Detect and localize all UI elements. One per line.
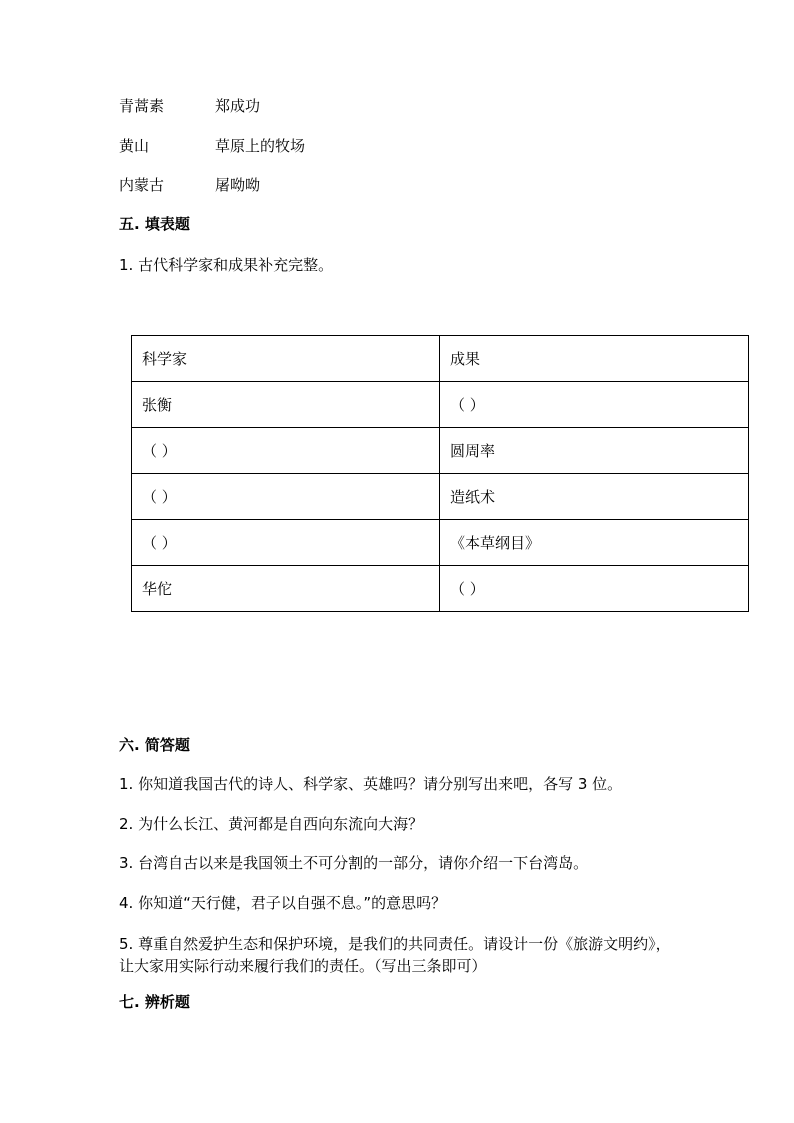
table-cell: 圆周率: [440, 428, 749, 474]
section6-question-4: 4. 你知道“天行健，君子以自强不息。”的意思吗？: [119, 894, 447, 912]
match-right-2: 草原上的牧场: [215, 137, 306, 155]
table-header-cell: 成果: [440, 336, 749, 382]
table-header-cell: 科学家: [132, 336, 440, 382]
table-cell: 《本草纲目》: [440, 520, 749, 566]
match-left-2: 黄山: [119, 137, 150, 155]
section6-question-1: 1. 你知道我国古代的诗人、科学家、英雄吗？请分别写出来吧，各写 3 位。: [119, 775, 623, 793]
section5-title: 五. 填表题: [119, 215, 190, 233]
section6-question-5: 5. 尊重自然爱护生态和保护环境，是我们的共同责任。请设计一份《旅游文明约》，让大家用实际行动来履行我们的责任。（写出三条即可）: [119, 935, 671, 975]
section6-question-2: 2. 为什么长江、黄河都是自西向东流向大海？: [119, 815, 424, 833]
table-row: [132, 428, 749, 474]
table-cell: 华佗: [132, 566, 440, 612]
table-row: [132, 566, 749, 612]
table-row: [132, 474, 749, 520]
table-cell: （ ）: [132, 474, 440, 520]
section6-title: 六. 简答题: [119, 736, 190, 754]
table-cell: （ ）: [440, 566, 749, 612]
section5-question-1: 1. 古代科学家和成果补充完整。: [119, 256, 334, 274]
table-cell: （ ）: [132, 520, 440, 566]
table-cell: 造纸术: [440, 474, 749, 520]
table-row: [132, 382, 749, 428]
section7-title: 七. 辨析题: [119, 993, 190, 1011]
table-header-row: [132, 336, 749, 382]
section6-question-3: 3. 台湾自古以来是我国领土不可分割的一部分，请你介绍一下台湾岛。: [119, 854, 589, 872]
match-left-3: 内蒙古: [119, 176, 165, 194]
match-left-1: 青蒿素: [119, 97, 165, 115]
match-right-1: 郑成功: [215, 97, 261, 115]
table-cell: （ ）: [440, 382, 749, 428]
table-cell: （ ）: [132, 428, 440, 474]
scientist-table: [131, 335, 748, 612]
table-cell: 张衡: [132, 382, 440, 428]
match-right-3: 屠呦呦: [215, 176, 261, 194]
table-row: [132, 520, 749, 566]
